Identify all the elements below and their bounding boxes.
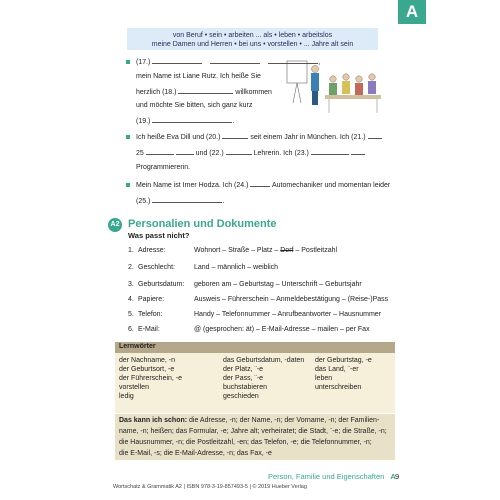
vocabulary-word: der Platz, ¨-e	[223, 366, 264, 373]
vocabulary-word: vorstellen	[119, 384, 149, 391]
a2-item-number: 1.	[128, 247, 134, 254]
text1-line3: herzlich (18.) willkommen	[136, 89, 272, 96]
already-known-label: Das kann ich schon:	[119, 417, 188, 424]
chapter-letter: A	[390, 472, 396, 481]
word-box-line-2: meine Damen und Herren • bei uns • vorstellen • ... Jahre alt sein	[151, 41, 354, 48]
vocabulary-word: der Geburtsort, -e	[119, 366, 175, 373]
text2-line2: 25 und (22.) Lehrerin. Ich (23.)	[136, 148, 365, 158]
already-known-line-3: die Hausnummer, -n; die Postleitzahl, -en; das Telefon, -e; die Telefonnummer, -n;	[119, 439, 372, 446]
already-known-section	[115, 414, 395, 460]
text1-line4: und möchte Sie bitten, sich ganz kurz	[136, 102, 253, 109]
a2-item-label: Adresse:	[138, 247, 166, 254]
a2-item-options: @ (gesprochen: ät) – E-Mail-Adresse – mailen – per Fax	[194, 326, 370, 333]
vocabulary-word: geschieden	[223, 393, 259, 400]
text2-line3: Programmiererin.	[136, 164, 191, 171]
vocabulary-word: unterschreiben	[315, 384, 362, 391]
vocabulary-word: der Führerschein, -e	[119, 375, 183, 382]
a2-item-label: Papiere:	[138, 296, 165, 303]
vocabulary-word: leben	[315, 375, 333, 382]
vocabulary-word: das Geburtsdatum, -daten	[223, 357, 305, 364]
vocabulary-column-1	[119, 356, 182, 401]
chapter-footer: Person, Familie und Eigenschaften A	[268, 472, 396, 481]
text2-line1: Ich heiße Eva Dill und (20.) seit einem Jahr in München. Ich (21.)	[136, 132, 382, 142]
text1-line2: mein Name ist Liane Rutz. Ich heiße Sie	[136, 73, 261, 80]
section-badge: A	[398, 0, 426, 24]
a2-item-number: 3.	[128, 281, 134, 288]
bullet-marker	[126, 60, 130, 64]
exercise-title: Personalien und Dokumente	[128, 218, 277, 230]
vocabulary-list	[115, 353, 395, 413]
crossed-out-word: Dorf	[280, 247, 294, 254]
a2-item-options: Ausweis – Führerschein – Anmeldebestätigung – (Reise-)Pass	[194, 296, 389, 303]
vocabulary-word: der Geburtstag, -e	[315, 357, 372, 364]
word-box	[127, 28, 378, 50]
exercise-instruction: Was passt nicht?	[128, 231, 190, 240]
already-known-line-2: name, -n; heißen; das Formular, -e; Jahre alt; verheiratet; die Stadt, ¨-e; die Straße, -n;	[119, 428, 387, 435]
word-box-line-1: von Beruf • sein • arbeiten ... als • leben • arbeitslos	[172, 32, 333, 39]
a2-item-number: 4.	[128, 296, 134, 303]
vocabulary-word: der Nachname, -n	[119, 357, 176, 364]
vocabulary-column-2	[223, 356, 304, 401]
a2-item-label: E-Mail:	[138, 326, 160, 333]
a2-item-number: 5.	[128, 311, 134, 318]
a2-item-options: Wohnort – Straße – Platz – Dorf – Postleitzahl	[194, 247, 338, 254]
text3-line1: Mein Name ist Imer Hodza. Ich (24.) Automechaniker und momentan leider	[136, 182, 391, 189]
exercise-number-badge: A2	[108, 218, 122, 232]
page-number: 9	[395, 472, 400, 481]
vocabulary-word: der Pass, ¨-e	[223, 375, 264, 382]
vocabulary-column-3	[315, 356, 372, 392]
vocabulary-word: buchstabieren	[223, 384, 267, 391]
publication-info: Wortschatz & Grammatik A2 | ISBN 978-3-19-857493-5 | © 2019 Hueber Verlag	[113, 484, 307, 490]
vocabulary-word: das Land, ¨-er	[315, 366, 359, 373]
text1-line5: (19.) .	[136, 118, 235, 125]
text3-line2: (25.) .	[136, 198, 225, 205]
bullet-marker	[126, 183, 130, 187]
a2-item-number: 6.	[128, 326, 134, 333]
a2-item-label: Geburtsdatum:	[138, 281, 185, 288]
a2-item-options: Land – männlich – weiblich	[194, 264, 279, 271]
a2-item-options: geboren am – Geburtstag – Unterschrift – Geburtsjahr	[194, 281, 362, 288]
vocabulary-heading: Lernwörter	[119, 343, 156, 350]
vocabulary-header	[115, 342, 395, 353]
vocabulary-word: ledig	[119, 393, 134, 400]
already-known-line-4: die E-Mail, -s; die E-Mail-Adresse, -n; das Fax, -e	[119, 450, 272, 457]
a2-item-options: Handy – Telefonnummer – Anrufbeantworter – Hausnummer	[194, 311, 382, 318]
a2-item-label: Geschlecht:	[138, 264, 175, 271]
vocabulary-box	[115, 342, 395, 460]
a2-item-number: 2.	[128, 264, 134, 271]
a2-item-label: Telefon:	[138, 311, 163, 318]
text1-line1: (17.) ,	[136, 59, 321, 66]
bullet-marker	[126, 135, 130, 139]
already-known-line-1: Das kann ich schon: die Adresse, -n; der Name, -n; der Vorname, -n; der Familien-	[119, 417, 380, 424]
